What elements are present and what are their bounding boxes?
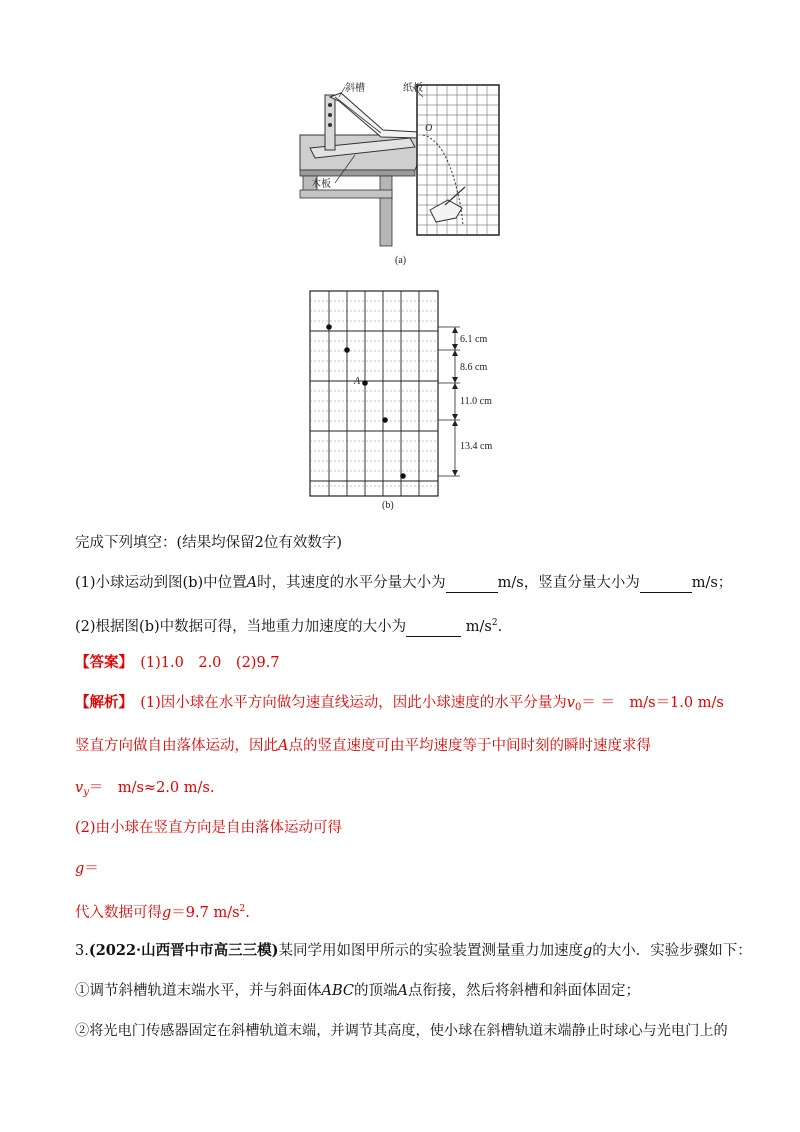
figure-a-caption: (a) xyxy=(395,255,407,266)
analysis-line-3: $v_y=$ m/s≈2.0 m/s. xyxy=(75,780,215,798)
answer-heading: 【答案】 xyxy=(75,654,126,671)
apparatus-drawing xyxy=(295,75,525,270)
question-2: (2)根据图(b)中数据可得，当地重力加速度的大小为 $m/s^2$. xyxy=(75,618,503,635)
point-a-label: A xyxy=(354,376,361,387)
label-chute: 斜槽 xyxy=(345,83,365,94)
figure-b-grid xyxy=(300,286,510,516)
label-origin-o: O xyxy=(425,123,433,134)
answer-blank-2[interactable] xyxy=(640,576,692,593)
instruction-line: 完成下列填空：(结果均保留2位有效数字) xyxy=(75,535,343,551)
analysis-line-1: 【解析】 (1)因小球在水平方向做匀速直线运动，因此小球速度的水平分量为$v_0=$ ＝ m/s＝1.0 m/s xyxy=(75,694,724,713)
analysis-line-2: 竖直方向做自由落体运动，因此A点的竖直速度可由平均速度等于中间时刻的瞬时速度求得 xyxy=(75,738,651,754)
question-1: (1)小球运动到图(b)中位置A时，其速度的水平分量大小为 m/s，竖直分量大小为 m/s； xyxy=(75,575,733,591)
answer-blank-3[interactable] xyxy=(406,620,461,637)
answer-blank-1[interactable] xyxy=(446,576,498,593)
analysis-line-4: (2)由小球在竖直方向是自由落体运动可得 xyxy=(75,820,343,836)
measure-4: 13.4 cm xyxy=(460,441,493,452)
answer-line: 【答案】 (1)1.0 2.0 (2)9.7 xyxy=(75,654,280,671)
label-board: 木板 xyxy=(311,179,331,190)
question-3: 3.(2022·山西晋中市高三三模)某同学用如图甲所示的实验装置测量重力加速度g的大小．实验步骤如下： xyxy=(75,942,752,959)
label-paper: 纸板 xyxy=(403,83,423,94)
question-3-source: (2022·山西晋中市高三三模) xyxy=(88,942,279,959)
analysis-line-5: g＝ xyxy=(75,861,99,877)
measure-3: 11.0 cm xyxy=(460,396,492,407)
analysis-line-6: 代入数据可得g＝9.7 $m/s^2$. xyxy=(75,904,250,921)
step-2: ②将光电门传感器固定在斜槽轨道末端，并调节其高度，使小球在斜槽轨道末端静止时球心与光电门上的 xyxy=(75,1023,728,1039)
step-1: ①调节斜槽轨道末端水平，并与斜面体ABC的顶端A点衔接，然后将斜槽和斜面体固定； xyxy=(75,983,640,999)
analysis-heading: 【解析】 xyxy=(75,694,126,711)
measure-2: 8.6 cm xyxy=(460,362,488,373)
measure-1: 6.1 cm xyxy=(460,334,488,345)
figure-b-caption: (b) xyxy=(382,500,394,511)
figure-a-apparatus xyxy=(295,75,525,270)
